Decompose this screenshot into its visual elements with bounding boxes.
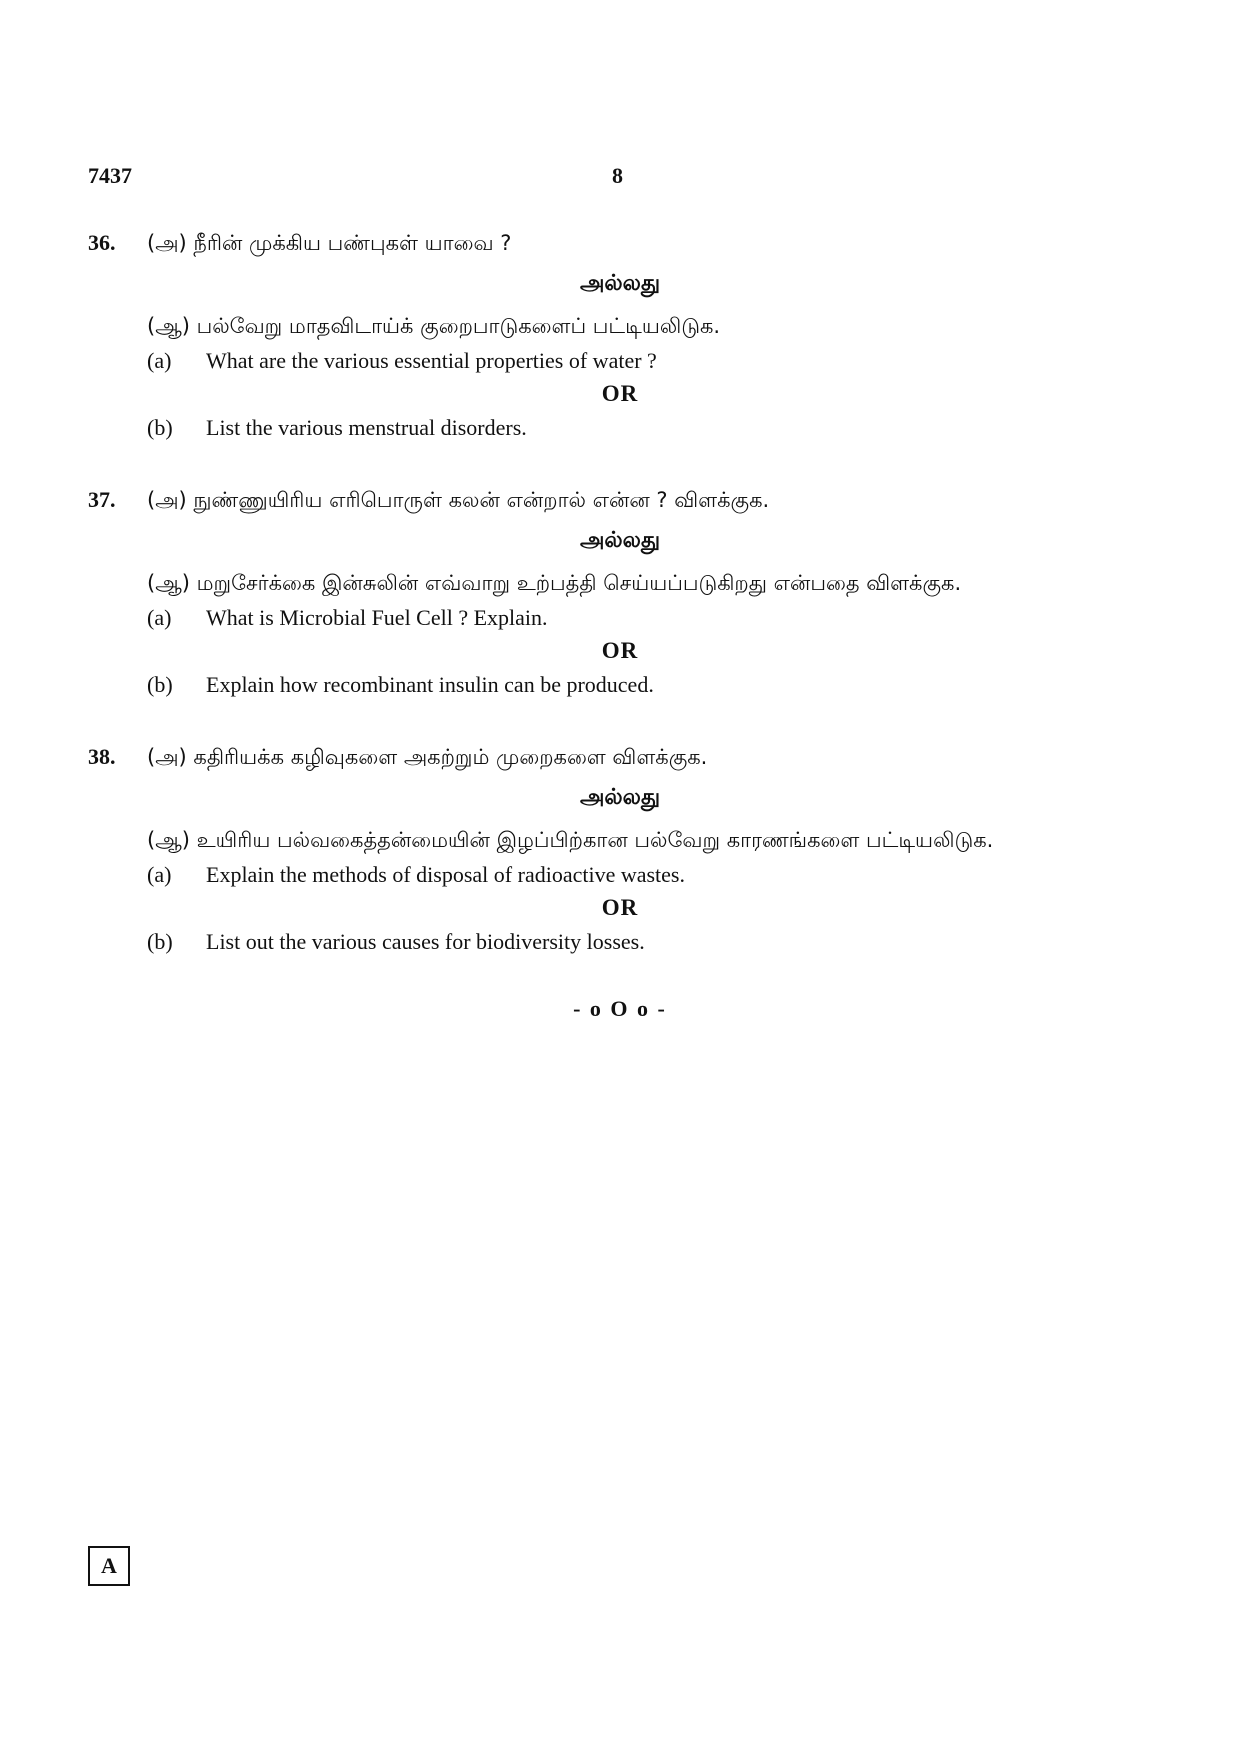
english-option-b-label: (b)	[147, 929, 173, 954]
tamil-option-b: (ஆ) உயிரிய பல்வகைத்தன்மையின் இழப்பிற்கான பல்வேறு காரணங்களை பட்டியலிடுக.	[147, 828, 994, 852]
english-option-b-label: (b)	[147, 672, 173, 697]
english-option-b: List the various menstrual disorders.	[206, 415, 527, 440]
question-set-badge: A	[88, 1546, 130, 1586]
english-option-a: What is Microbial Fuel Cell ? Explain.	[206, 605, 548, 630]
english-option-a-label: (a)	[147, 348, 172, 373]
end-of-paper-mark: - o O o -	[573, 996, 667, 1021]
english-option-a-label: (a)	[147, 605, 172, 630]
english-option-a: What are the various essential properties of water ?	[206, 348, 657, 373]
english-option-b: List out the various causes for biodiversity losses.	[206, 929, 645, 954]
question-number: 36.	[88, 230, 116, 255]
tamil-or-divider: அல்லது	[579, 271, 661, 296]
question-number: 37.	[88, 487, 116, 512]
english-option-a: Explain the methods of disposal of radioactive wastes.	[206, 862, 685, 887]
tamil-option-a: (அ) நுண்ணுயிரிய எரிபொருள் கலன் என்றால் என்ன ? விளக்குக.	[147, 488, 770, 512]
english-option-a-label: (a)	[147, 862, 172, 887]
english-or-divider: OR	[601, 381, 639, 406]
tamil-option-b: (ஆ) மறுசேர்க்கை இன்சுலின் எவ்வாறு உற்பத்தி செய்யப்படுகிறது என்பதை விளக்குக.	[147, 571, 962, 595]
english-option-b: Explain how recombinant insulin can be produced.	[206, 672, 654, 697]
english-option-b-label: (b)	[147, 415, 173, 440]
tamil-or-divider: அல்லது	[579, 528, 661, 553]
english-or-divider: OR	[601, 895, 639, 920]
english-or-divider: OR	[601, 638, 639, 663]
page-number: 8	[612, 163, 623, 188]
tamil-option-a: (அ) கதிரியக்க கழிவுகளை அகற்றும் முறைகளை விளக்குக.	[147, 745, 708, 769]
question-number: 38.	[88, 744, 116, 769]
paper-code: 7437	[88, 163, 132, 188]
tamil-option-a: (அ) நீரின் முக்கிய பண்புகள் யாவை ?	[147, 231, 512, 255]
tamil-option-b: (ஆ) பல்வேறு மாதவிடாய்க் குறைபாடுகளைப் பட்டியலிடுக.	[147, 314, 721, 338]
tamil-or-divider: அல்லது	[579, 785, 661, 810]
